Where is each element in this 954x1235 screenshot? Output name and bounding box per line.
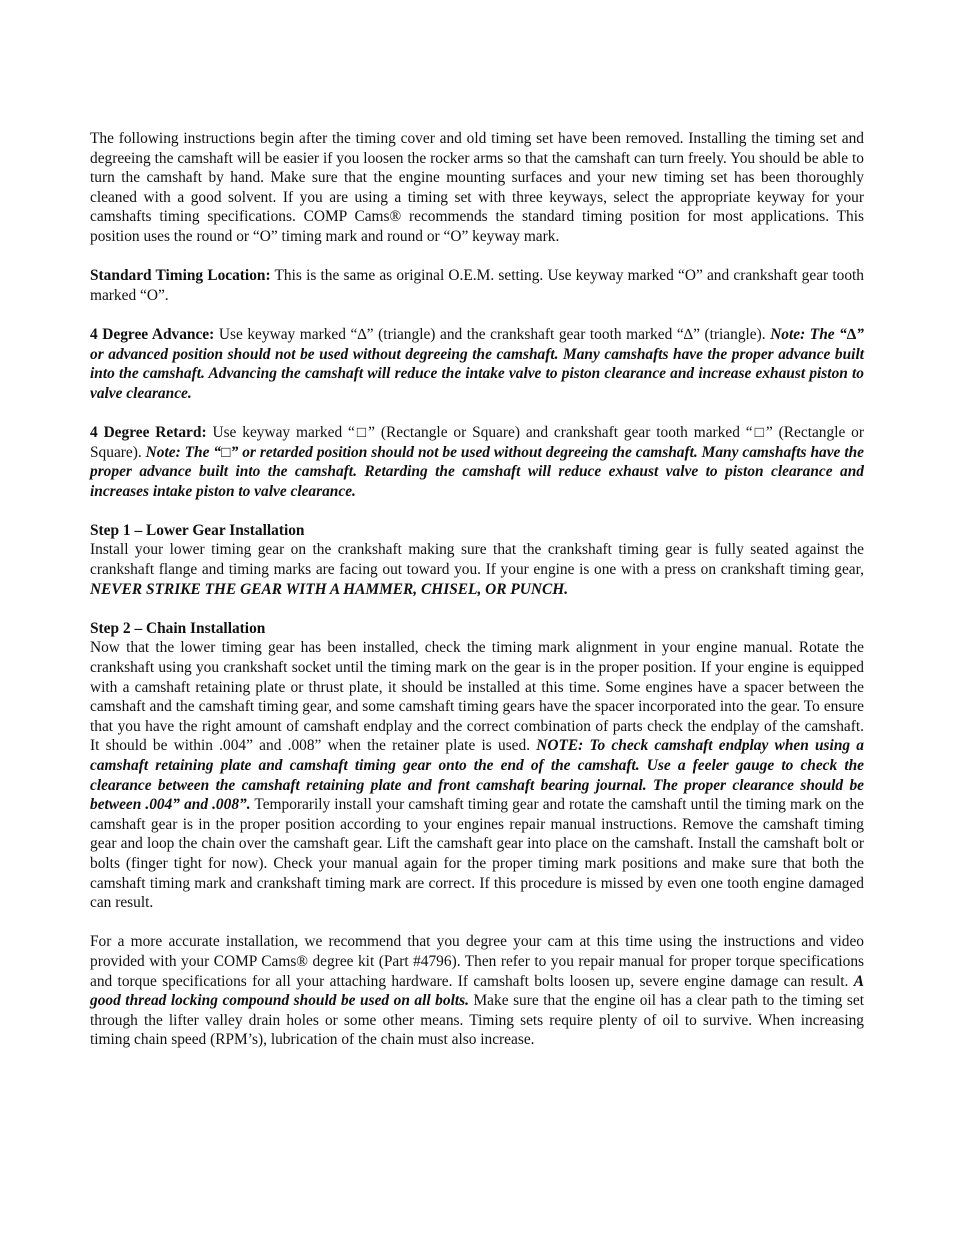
step1-warning: NEVER STRIKE THE GEAR WITH A HAMMER, CHISEL, OR PUNCH. [90, 580, 569, 598]
standard-timing-label: Standard Timing Location: [90, 267, 271, 285]
step2-heading: Step 2 – Chain Installation [90, 619, 266, 637]
retard-paragraph [90, 423, 864, 501]
step1-paragraph [90, 540, 864, 599]
intro-paragraph: The following instructions begin after the timing cover and old timing set have been removed. Installing the timing set and degreeing the camshaft will be easier if you loosen the rocker arms so that the camshaft can turn freely. You should be able to turn the camshaft by hand. Make sure that the engine mounting surfaces and your new timing set has been thoroughly cleaned with a good solvent. If you are using a timing set with three keyways, select the appropriate keyway for your camshafts timing specifications. COMP Cams® recommends the standard timing position for most applications. This position uses the round or “O” timing mark and round or “O” keyway mark. [90, 130, 864, 245]
advance-note: Note: The “∆” or advanced position should not be used without degreeing the camshaft. Many camshafts have the proper advance built into the camshaft. Advancing the camshaft will reduce the intake valve to piston clearance and increase exhaust piston to valve clearance. [90, 325, 864, 402]
step2-note: NOTE: To check camshaft endplay when using a camshaft retaining plate and camshaft timing gear onto the end of the camshaft. Use a feeler gauge to check the clearance between the camshaft retaining plate and front camshaft bearing journal. The proper clearance should be between .004” and .008”. [90, 737, 864, 814]
step1-text: Install your lower timing gear on the crankshaft making sure that the crankshaft timing gear is fully seated against the crankshaft flange and timing marks are facing out toward you. If your engine is one with a press on crankshaft timing gear, [90, 541, 864, 579]
closing-text-2: Make sure that the engine oil has a clear path to the timing set through the lifter valley drain holes or some other means. Timing sets require plenty of oil to survive. When increasing timing chain speed (RPM’s), lubrication of the chain must also increase. [90, 992, 864, 1049]
closing-text-1: For a more accurate installation, we recommend that you degree your cam at this time using the instructions and video provided with your COMP Cams® degree kit (Part #4796). Then refer to you repair manual for proper torque specifications and torque specifications for all your attaching hardware. If camshaft bolts loosen up, severe engine damage can result. [90, 933, 864, 990]
advance-text: Use keyway marked “∆” (triangle) and the crankshaft gear tooth marked “∆” (triangle). [214, 325, 771, 343]
advance-paragraph [90, 325, 864, 403]
standard-timing-paragraph [90, 266, 864, 305]
closing-paragraph [90, 932, 864, 1050]
retard-text: Use keyway marked “□” (Rectangle or Square) and crankshaft gear tooth marked “□” (Rectangle or Square). [90, 423, 864, 461]
advance-label: 4 Degree Advance: [90, 325, 215, 343]
retard-label: 4 Degree Retard: [90, 423, 207, 441]
step1-heading: Step 1 – Lower Gear Installation [90, 521, 305, 539]
document-page [90, 129, 864, 1070]
step2-paragraph [90, 638, 864, 912]
standard-timing-text: This is the same as original O.E.M. setting. Use keyway marked “O” and crankshaft gear tooth marked “O”. [90, 267, 864, 304]
retard-note: Note: The “□” or retarded position should not be used without degreeing the camshaft. Many camshafts have the proper advance built into the camshaft. Retarding the camshaft will reduce exhaust valve to piston clearance and increases intake piston to valve clearance. [90, 443, 865, 500]
step2-text-2: Temporarily install your camshaft timing gear and rotate the camshaft until the timing mark on the camshaft gear is in the proper position according to your engines repair manual instructions. Remove the camshaft timing gear and loop the chain over the camshaft gear. Lift the camshaft gear into place on the camshaft. Install the camshaft bolt or bolts (finger tight for now). Check your manual again for the proper timing mark positions and make sure that both the camshaft timing mark and crankshaft timing mark are correct. If this procedure is missed by even one tooth engine damaged can result. [90, 796, 865, 912]
step2-text-1: Now that the lower timing gear has been installed, check the timing mark alignment in your engine manual. Rotate the crankshaft using you crankshaft socket until the timing mark on the gear is in the proper position. If your engine is equipped with a camshaft retaining plate or thrust plate, it should be installed at this time. Some engines have a spacer between the camshaft and the camshaft timing gear, and some camshaft timing gears have the spacer incorporated into the gear. To ensure that you have the right amount of camshaft endplay and the correct combination of parts check the endplay of the camshaft. It should be within .004” and .008” when the retainer plate is used. [90, 639, 864, 755]
closing-emphasis: A good thread locking compound should be used on all bolts. [90, 972, 864, 1010]
